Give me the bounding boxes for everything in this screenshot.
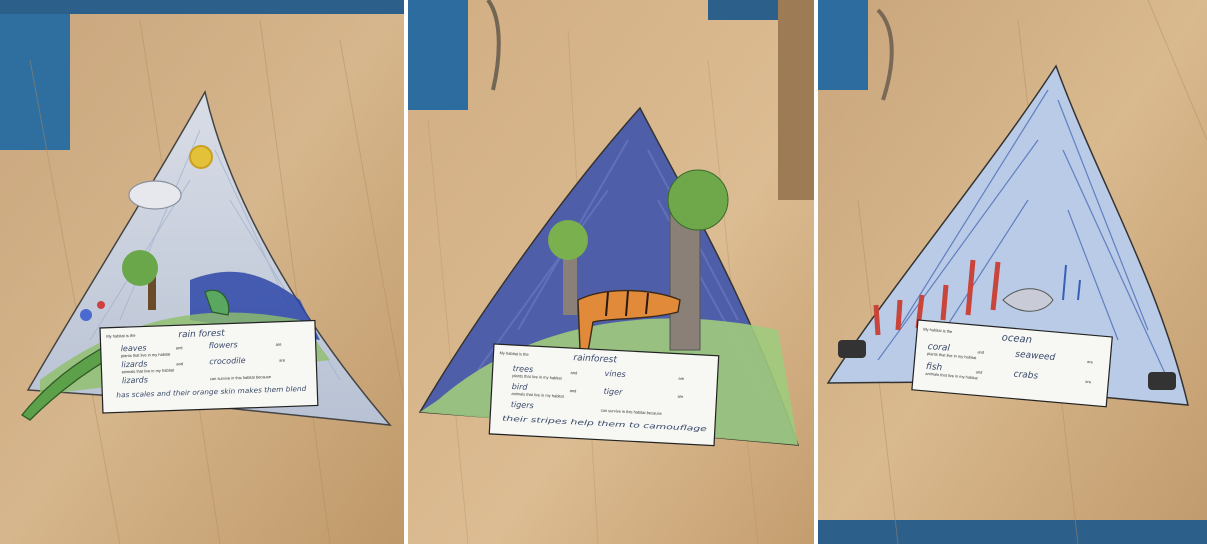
word-are-2: are (279, 357, 286, 363)
worksheet-card (489, 344, 718, 446)
answer-habitat: rain forest (178, 328, 225, 341)
answer-animal-2: tiger (603, 386, 623, 397)
flower-drawing (80, 309, 92, 321)
answer-habitat: ocean (1001, 332, 1033, 346)
word-and-1: and (175, 345, 183, 351)
answer-plant-2: seaweed (1014, 349, 1056, 364)
worksheet-card (100, 320, 318, 412)
answer-reason: has scales and their orange skin makes them blend (116, 385, 298, 400)
prompt-plants: plants that live in my habitat (120, 351, 171, 359)
word-and-1: and (570, 370, 578, 376)
answer-plant-2: flowers (208, 340, 238, 351)
prompt-habitat: My habitat is the (499, 350, 529, 357)
photo-ocean (818, 0, 1207, 544)
word-and-2: and (569, 388, 577, 394)
photo-rainforest-lizard (0, 0, 404, 544)
blue-chair (818, 0, 868, 90)
blue-chair (408, 0, 468, 110)
prompt-animals: animals that live in my habitat (511, 390, 564, 399)
answer-plant-1: trees (512, 364, 534, 375)
word-are-1: are (1086, 358, 1094, 365)
photo-3-scene (818, 0, 1207, 544)
answer-animal-2: crabs (1013, 369, 1039, 382)
answer-animal-1: fish (925, 361, 943, 374)
prompt-survive: can survive in this habitat because (209, 374, 272, 382)
answer-survivor: tigers (510, 399, 534, 411)
photo-2-scene (408, 0, 814, 544)
tree-drawing (668, 170, 728, 230)
prompt-plants: plants that live in my habitat (926, 350, 977, 361)
blue-chair (0, 0, 70, 150)
sun-drawing (190, 146, 212, 168)
prompt-survive: can survive in this habitat because (600, 407, 662, 416)
answer-survivor: lizards (121, 375, 149, 386)
answer-animal-1: lizards (121, 359, 148, 370)
word-are-2: are (677, 393, 684, 399)
word-are-2: are (1085, 378, 1092, 385)
prompt-animals: animals that live in my habitat (925, 370, 978, 381)
word-are-1: are (275, 341, 282, 347)
answer-plant-1: coral (927, 341, 951, 354)
answer-animal-2: crocodile (209, 355, 246, 367)
tree-drawing (122, 250, 158, 286)
photo-1-scene (0, 0, 404, 544)
prompt-animals: animals that live in my habitat (121, 367, 175, 375)
word-are-1: are (678, 375, 685, 382)
answer-habitat: rainforest (573, 353, 618, 366)
prompt-plants: plants that live in my habitat (512, 373, 562, 381)
cloud-drawing (129, 181, 181, 209)
word-and-1: and (977, 349, 985, 355)
prompt-habitat: My habitat is the (923, 326, 953, 335)
photo-rainforest-tiger (408, 0, 814, 544)
answer-reason: their stripes help them to camouflage (501, 414, 635, 430)
answer-plant-1: leaves (120, 343, 147, 354)
answer-animal-1: bird (511, 381, 528, 392)
prompt-habitat: My habitat is the (106, 332, 136, 339)
answer-plant-2: vines (604, 368, 626, 379)
word-and-2: and (176, 361, 184, 367)
word-and-2: and (975, 369, 983, 375)
